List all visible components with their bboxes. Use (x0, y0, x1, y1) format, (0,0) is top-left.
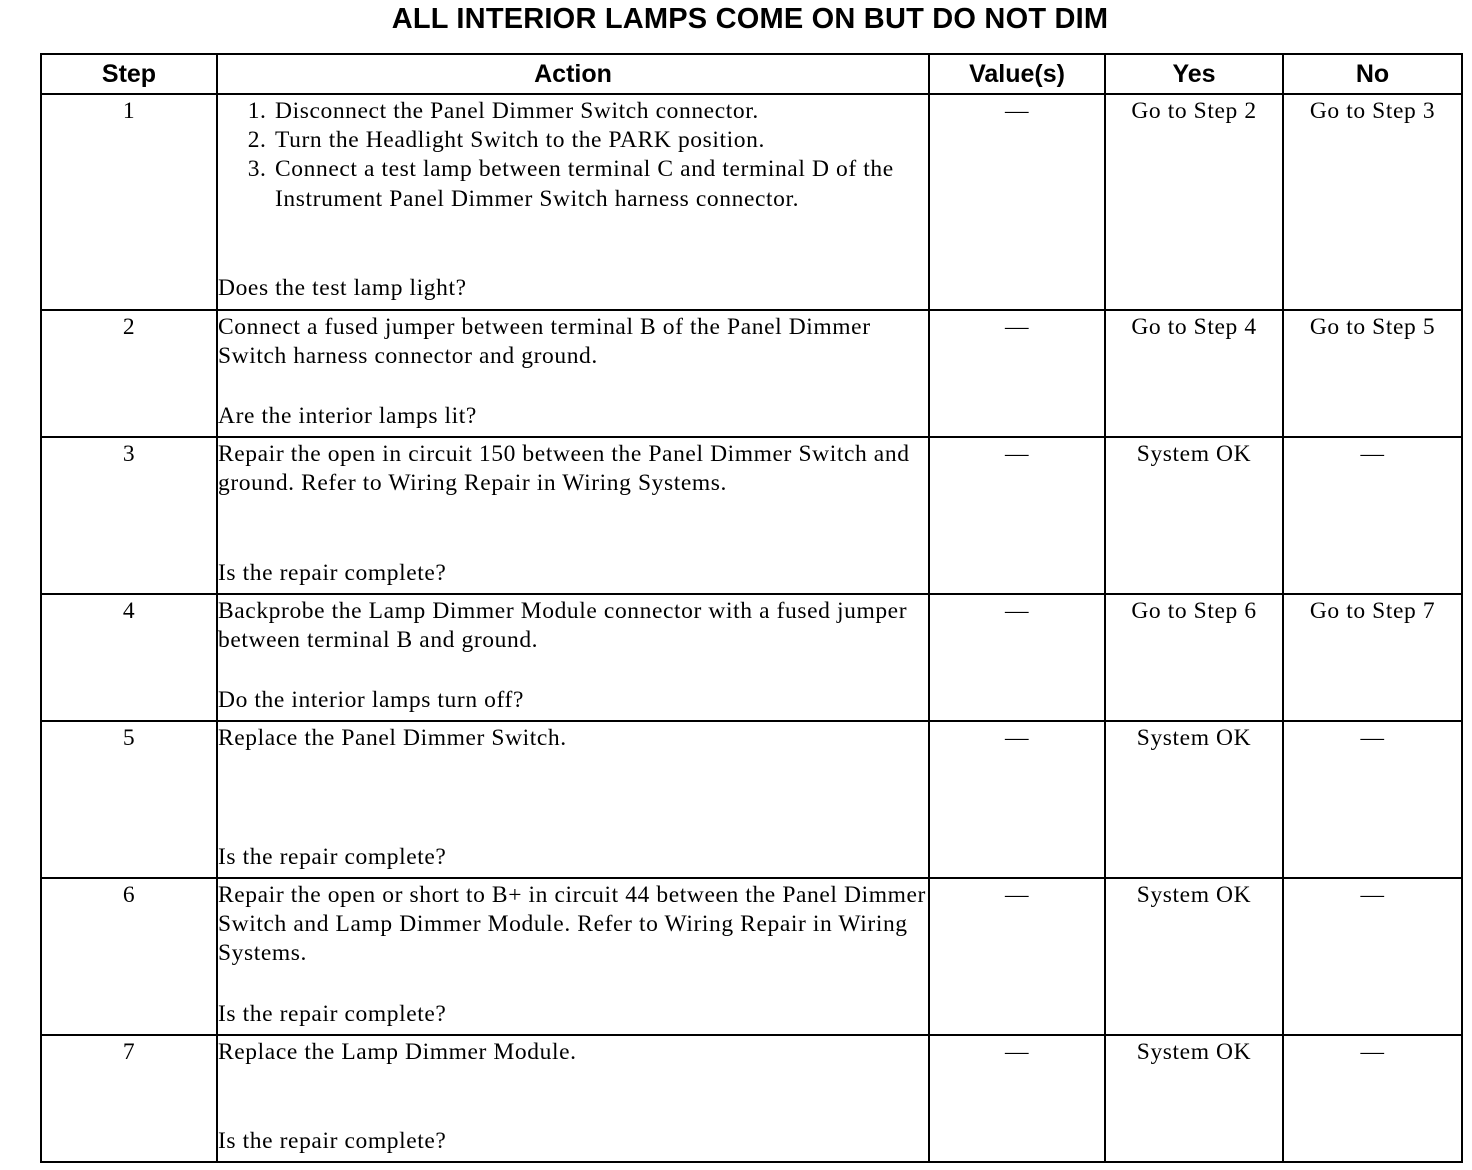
value-cell: — (929, 94, 1105, 310)
action-text: Replace the Lamp Dimmer Module. (218, 1039, 577, 1065)
step-number: 4 (41, 594, 217, 721)
action-question: Are the interior lamps lit? (218, 402, 477, 429)
action-step: 3. Connect a test lamp between terminal C and terminal D of the Instrument Panel Dimmer Switch harness connector. (273, 155, 928, 213)
action-cell (217, 878, 929, 1035)
header-no: No (1283, 54, 1462, 94)
step-number: 3 (41, 437, 217, 594)
action-cell (217, 1035, 929, 1162)
action-cell (217, 94, 929, 310)
step-number: 5 (41, 721, 217, 878)
action-question: Is the repair complete? (218, 1000, 447, 1027)
no-cell: — (1283, 437, 1462, 594)
yes-cell: System OK (1105, 721, 1283, 878)
no-cell: — (1283, 878, 1462, 1035)
action-question: Is the repair complete? (218, 843, 447, 870)
yes-cell: Go to Step 2 (1105, 94, 1283, 310)
action-text: Connect a fused jumper between terminal B of the Panel Dimmer Switch harness connector and ground. (218, 314, 871, 370)
table-row (41, 878, 1462, 1035)
action-text: Backprobe the Lamp Dimmer Module connector with a fused jumper between terminal B and ground. (218, 598, 908, 654)
step-number: 2 (41, 310, 217, 437)
action-question: Does the test lamp light? (218, 274, 467, 301)
step-number: 6 (41, 878, 217, 1035)
action-question: Is the repair complete? (218, 559, 447, 586)
page-title: ALL INTERIOR LAMPS COME ON BUT DO NOT DIM (391, 3, 1109, 35)
action-question: Is the repair complete? (218, 1127, 447, 1154)
step-number: 1 (41, 94, 217, 310)
step-number: 7 (41, 1035, 217, 1162)
action-step: 1. Disconnect the Panel Dimmer Switch connector. (273, 97, 928, 126)
table-row (41, 437, 1462, 594)
action-text: Repair the open or short to B+ in circuit 44 between the Panel Dimmer Switch and Lamp Dimmer Module. Refer to Wiring Repair in Wiring Systems. (218, 882, 926, 967)
yes-cell: Go to Step 6 (1105, 594, 1283, 721)
action-steps-list (218, 97, 928, 214)
header-values: Value(s) (929, 54, 1105, 94)
value-cell: — (929, 310, 1105, 437)
no-cell: — (1283, 1035, 1462, 1162)
value-cell: — (929, 594, 1105, 721)
table-row (41, 721, 1462, 878)
action-cell (217, 310, 929, 437)
table-row (41, 310, 1462, 437)
action-cell (217, 437, 929, 594)
diagnostic-table (40, 53, 1463, 1163)
table-row (41, 1035, 1462, 1162)
table-row (41, 594, 1462, 721)
yes-cell: Go to Step 4 (1105, 310, 1283, 437)
action-cell (217, 594, 929, 721)
no-cell: — (1283, 721, 1462, 878)
action-step: 2. Turn the Headlight Switch to the PARK position. (273, 126, 928, 155)
header-action: Action (217, 54, 929, 94)
table-row (41, 94, 1462, 310)
table-header-row (41, 54, 1462, 94)
no-cell: Go to Step 5 (1283, 310, 1462, 437)
yes-cell: System OK (1105, 1035, 1283, 1162)
no-cell: Go to Step 7 (1283, 594, 1462, 721)
value-cell: — (929, 437, 1105, 594)
yes-cell: System OK (1105, 878, 1283, 1035)
action-question: Do the interior lamps turn off? (218, 686, 524, 713)
action-cell (217, 721, 929, 878)
header-yes: Yes (1105, 54, 1283, 94)
value-cell: — (929, 1035, 1105, 1162)
no-cell: Go to Step 3 (1283, 94, 1462, 310)
value-cell: — (929, 721, 1105, 878)
action-text: Replace the Panel Dimmer Switch. (218, 725, 567, 751)
value-cell: — (929, 878, 1105, 1035)
action-text: Repair the open in circuit 150 between the Panel Dimmer Switch and ground. Refer to Wiring Repair in Wiring Systems. (218, 441, 910, 497)
header-step: Step (41, 54, 217, 94)
yes-cell: System OK (1105, 437, 1283, 594)
